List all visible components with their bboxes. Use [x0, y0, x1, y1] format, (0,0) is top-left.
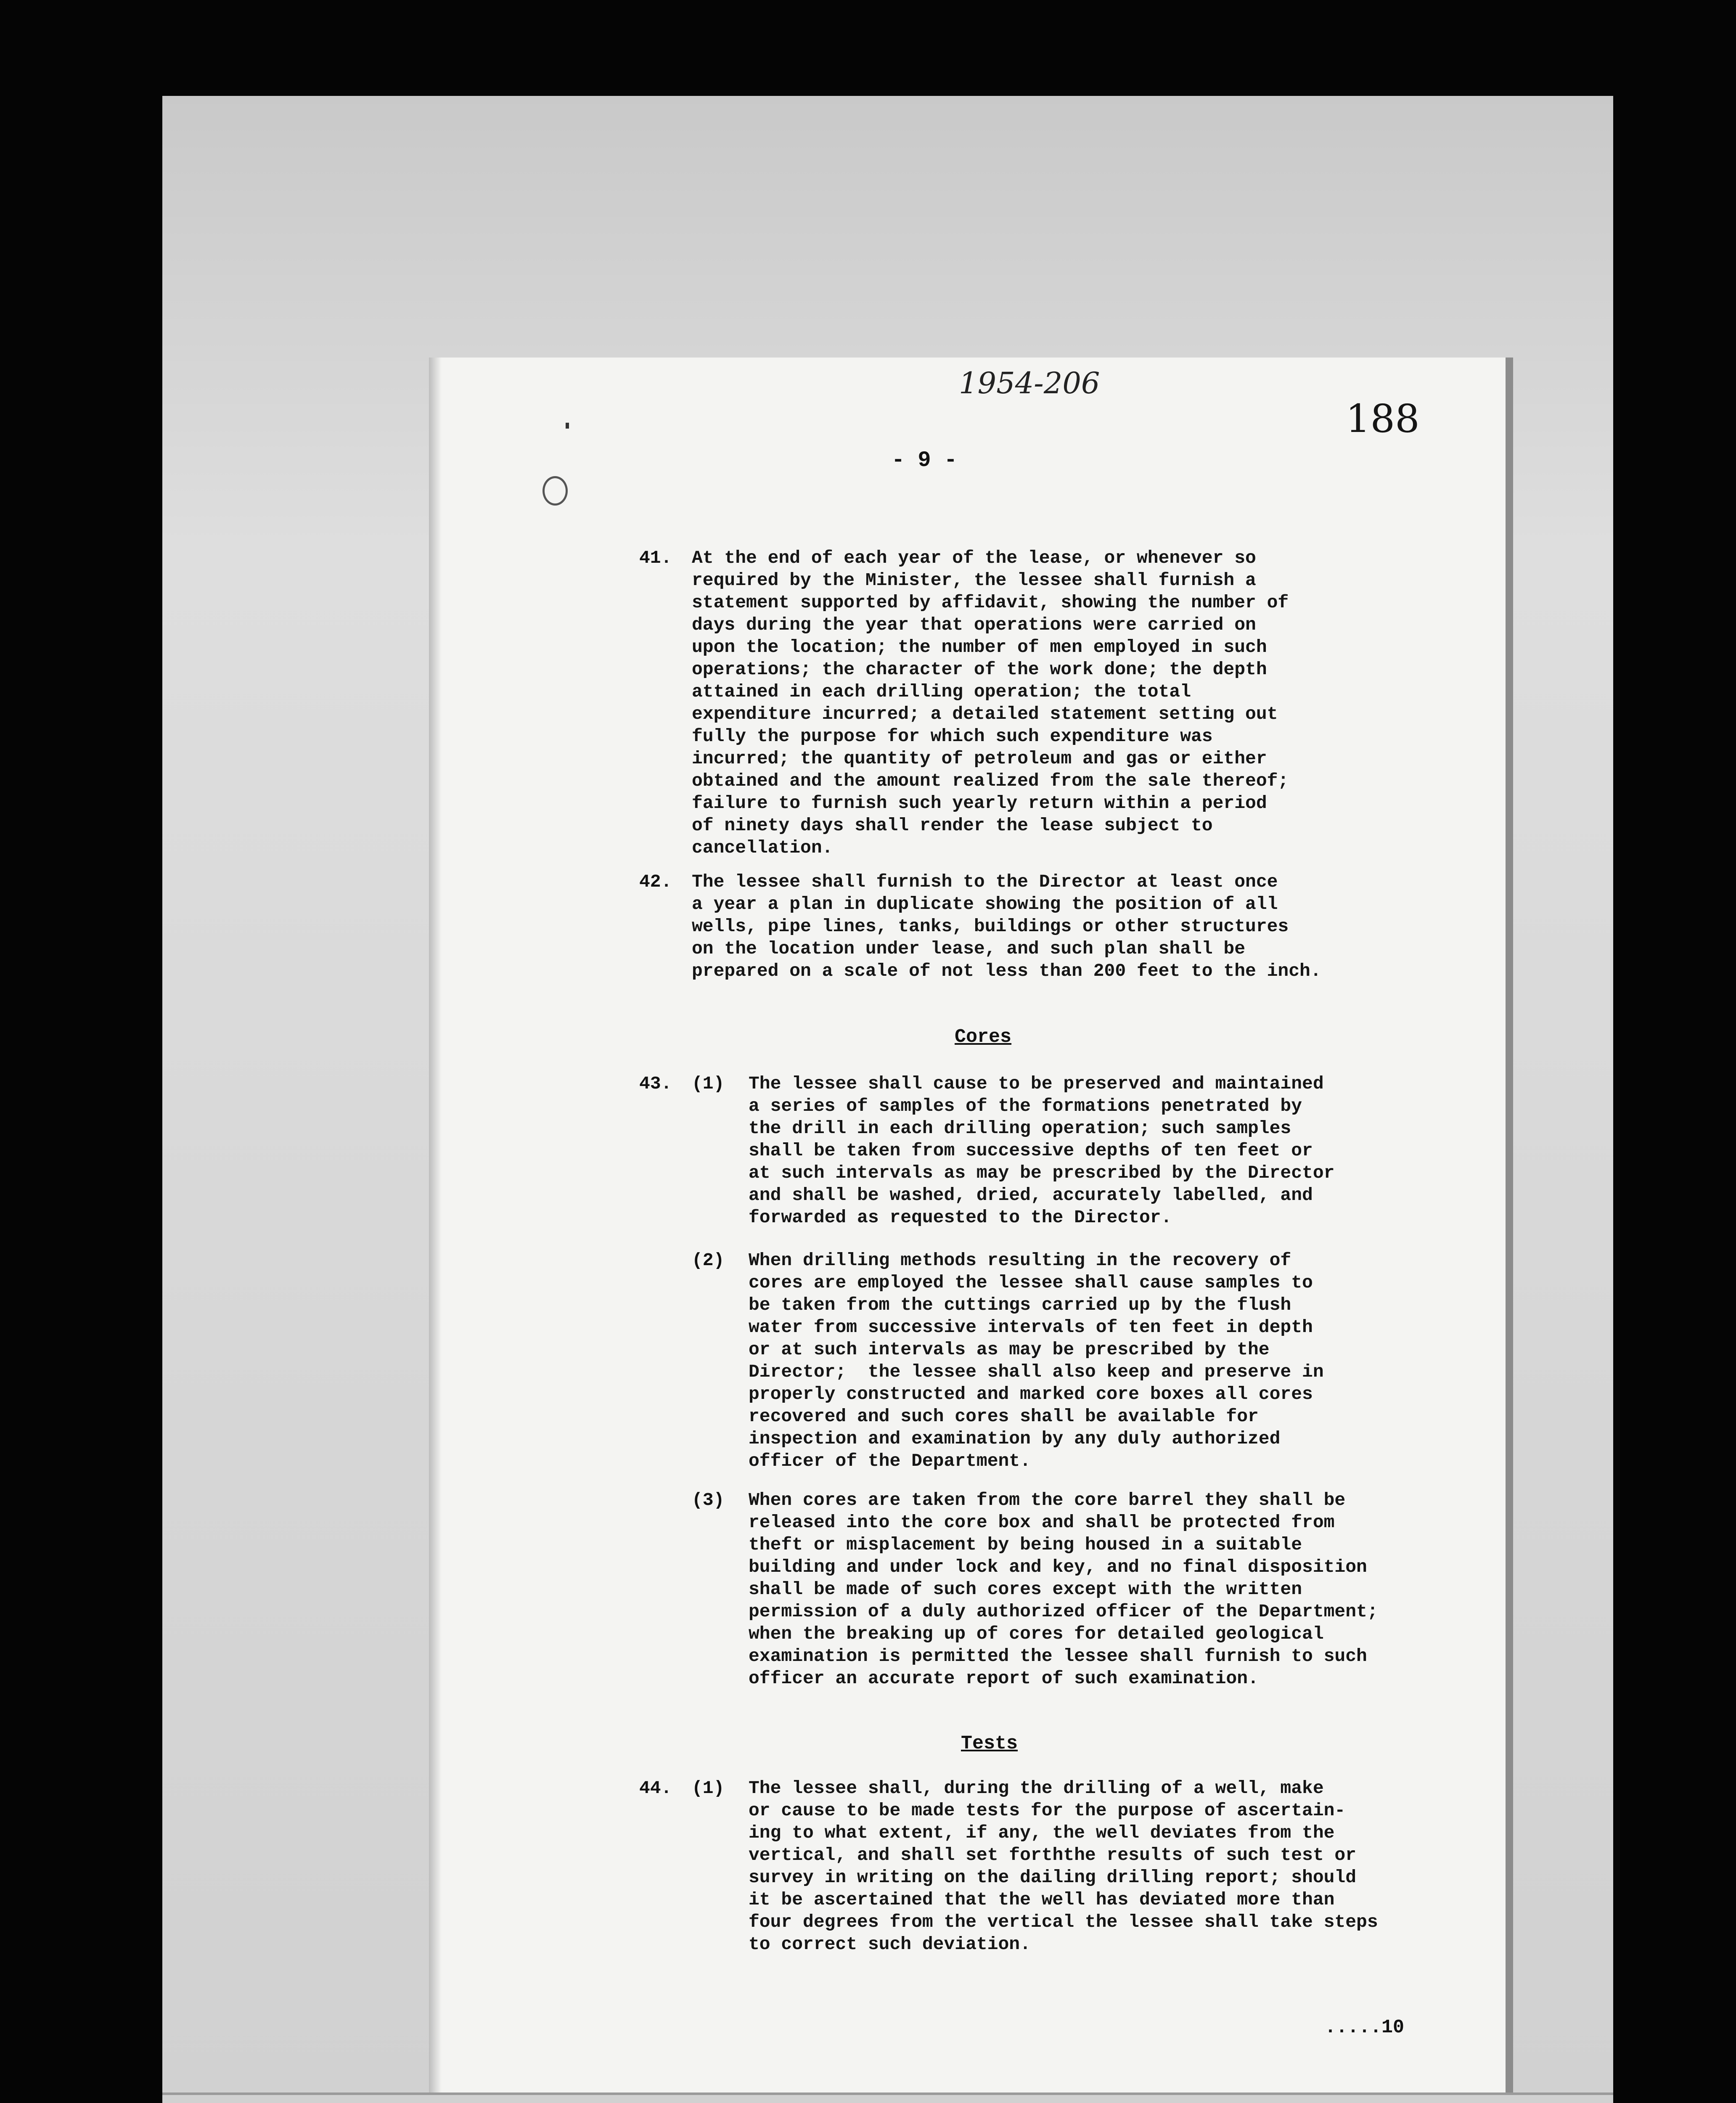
clause-43-3-text: When cores are taken from the core barrel they shall be released into the core box and shall be protected from theft or misplacement by being housed in a suitable building and under lock and key, and no final disposition shall be made of such cores except with the written permission of a duly authorized officer of the Department; when the breaking up of cores for detailed geological examination is permitted the lessee shall furnish to such officer an accurate report of such examination.	[749, 1490, 1378, 1689]
clause-42-number: 42.	[639, 871, 672, 892]
handwritten-annotation: 1954-206	[959, 366, 1100, 400]
continuation-marker: .....10	[1325, 2017, 1405, 2038]
clause-41-text: At the end of each year of the lease, or whenever so required by the Minister, the lessee shall furnish a statement supported by affidavit, showing the number of days during the year that operations were carried on upon the location; the number of men employed in such operations; the character of the work done; the depth attained in each drilling operation; the total expenditure incurred; a detailed statement setting out fully the purpose for which such expenditure was incurred; the quantity of petroleum and gas or either obtained and the amount realized from the sale thereof; failure to furnish such yearly return within a period of ninety days shall render the lease subject to cancellation.	[692, 548, 1289, 858]
punch-hole-icon	[542, 476, 568, 506]
clause-44-number: 44.	[639, 1778, 672, 1798]
clause-43-3-label: (3)	[692, 1490, 725, 1510]
clause-44-1-text: The lessee shall, during the drilling of a well, make or cause to be made tests for the purpose of ascertain- ing to what extent, if any, the well deviates from the vertical, and shall set forththe results of such test or survey in writing on the dailing drilling report; should it be ascertained that the well has deviated more than four degrees from the vertical the lessee shall take steps to correct such deviation.	[749, 1778, 1378, 1955]
clause-43-2-label: (2)	[692, 1250, 725, 1271]
clause-43-1-text: The lessee shall cause to be preserved and maintained a series of samples of the formations penetrated by the drill in each drilling operation; such samples shall be taken from successive depths of ten feet or at such intervals as may be prescribed by the Director and shall be washed, dried, accurately labelled, and forwarded as requested to the Director.	[749, 1073, 1335, 1228]
backing-fold-line	[162, 2092, 1613, 2095]
clause-44-1-label: (1)	[692, 1778, 725, 1798]
clause-43-1-label: (1)	[692, 1073, 725, 1094]
page-edge-shadow	[429, 358, 442, 2092]
section-heading-cores: Cores	[955, 1026, 1012, 1048]
page-number: - 9 -	[892, 448, 958, 473]
ink-mark	[566, 423, 569, 429]
clause-43-number: 43.	[639, 1073, 672, 1094]
clause-41-number: 41.	[639, 548, 672, 568]
document-page	[429, 358, 1506, 2092]
clause-43-2-text: When drilling methods resulting in the recovery of cores are employed the lessee shall cause samples to be taken from the cuttings carried up by the flush water from successive intervals of ten feet in depth or at such intervals as may be prescribed by the Director; the lessee shall also keep and preserve in properly constructed and marked core boxes all cores recovered and such cores shall be available for inspection and examination by any duly authorized officer of the Department.	[749, 1250, 1324, 1471]
clause-42-text: The lessee shall furnish to the Director at least once a year a plan in duplicate showing the position of all wells, pipe lines, tanks, buildings or other structures on the location under lease, and such plan shall be prepared on a scale of not less than 200 feet to the inch.	[692, 871, 1321, 981]
section-heading-tests: Tests	[961, 1733, 1018, 1754]
folio-number: 188	[1346, 396, 1420, 441]
